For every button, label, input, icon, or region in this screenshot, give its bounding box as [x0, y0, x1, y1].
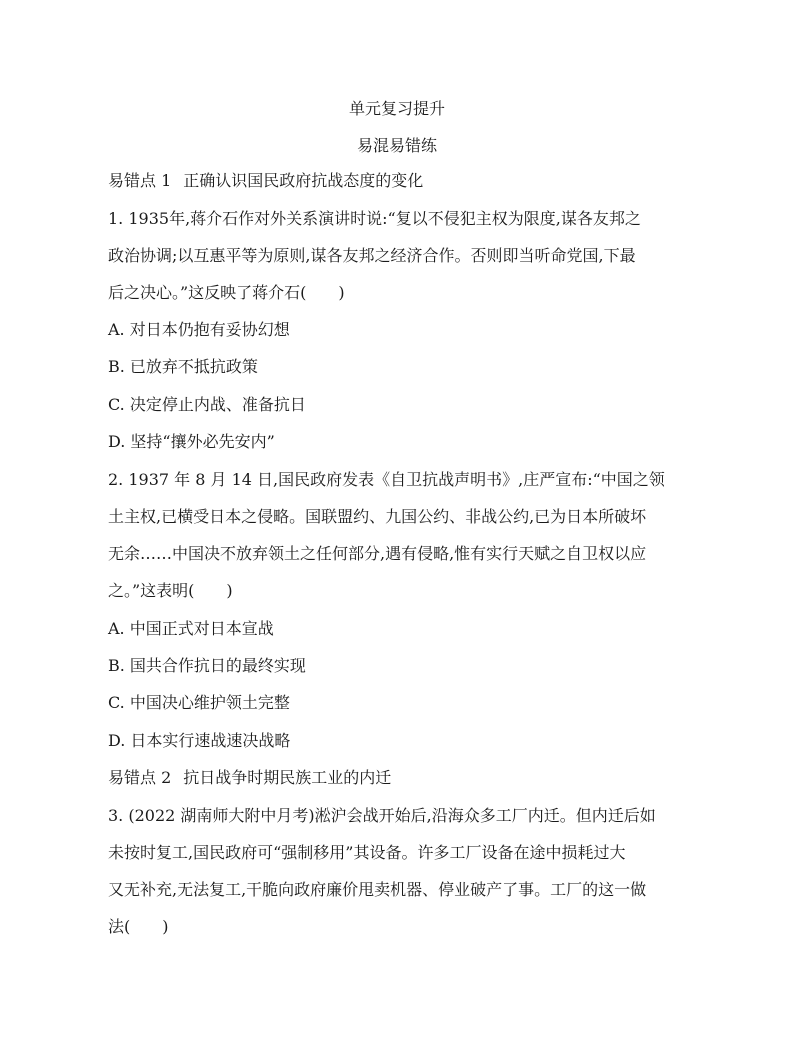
question-1-option-b: B. 已放弃不抵抗政策 [108, 357, 258, 376]
section-title: 抗日战争时期民族工业的内迁 [183, 768, 392, 787]
document-subtitle: 易混易错练 [356, 136, 437, 155]
question-3-line-3: 又无补充,无法复工,干脆向政府廉价甩卖机器、停业破产了事。工厂的这一做 [108, 880, 647, 899]
question-3-line-1: 3. (2022 湖南师大附中月考)淞沪会战开始后,沿海众多工厂内迁。但内迁后如 [108, 806, 656, 825]
question-2-option-c: C. 中国决心维护领土完整 [108, 693, 290, 712]
question-2-option-a: A. 中国正式对日本宣战 [108, 619, 274, 638]
document-title: 单元复习提升 [348, 99, 445, 118]
section-heading-1 [108, 171, 698, 191]
question-1-option-c: C. 决定停止内战、准备抗日 [108, 395, 306, 414]
section-heading-2 [108, 768, 698, 788]
question-1-option-d: D. 坚持“攘外必先安内” [108, 432, 275, 451]
question-2-option-d: D. 日本实行速战速决战略 [108, 731, 291, 750]
section-title: 正确认识国民政府抗战态度的变化 [183, 171, 424, 190]
section-label: 易错点 1 [108, 171, 172, 190]
question-3-line-4: 法( ) [108, 917, 169, 936]
section-label: 易错点 2 [108, 768, 172, 787]
question-3-line-2: 未按时复工,国民政府可“强制移用”其设备。许多工厂设备在途中损耗过大 [108, 843, 626, 862]
question-1-option-a: A. 对日本仍抱有妥协幻想 [108, 320, 290, 339]
question-1-line-2: 政治协调;以互惠平等为原则,谋各友邦之经济合作。否则即当听命党国,下最 [108, 246, 636, 265]
question-2-line-4: 之。”这表明( ) [108, 581, 233, 600]
question-2-option-b: B. 国共合作抗日的最终实现 [108, 656, 306, 675]
question-2-line-1: 2. 1937 年 8 月 14 日,国民政府发表《自卫抗战声明书》,庄严宣布:“中国之领 [108, 470, 665, 489]
question-1-line-1: 1. 1935年,蒋介石作对外关系演讲时说:“复以不侵犯主权为限度,谋各友邦之 [108, 209, 641, 228]
question-2-line-2: 土主权,已横受日本之侵略。国联盟约、九国公约、非战公约,已为日本所破坏 [108, 507, 647, 526]
question-1-line-3: 后之决心。”这反映了蒋介石( ) [108, 283, 345, 302]
question-2-line-3: 无余……中国决不放弃领土之任何部分,遇有侵略,惟有实行天赋之自卫权以应 [108, 544, 647, 563]
